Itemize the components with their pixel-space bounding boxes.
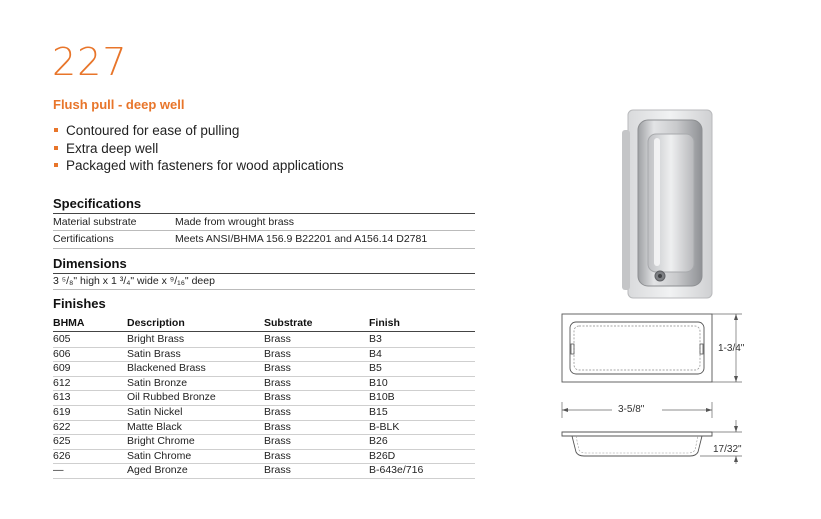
well-profile [572, 436, 702, 456]
column-header: Finish [369, 317, 400, 329]
product-image [608, 108, 720, 302]
table-row: 625 Bright Chrome Brass B26 [53, 434, 475, 450]
table-row: 609 Blackened Brass Brass B5 [53, 361, 475, 377]
table-row: 612 Satin Bronze Brass B10 [53, 376, 475, 392]
divider [53, 230, 475, 231]
spec-label: Certifications [53, 233, 114, 245]
feature-list [53, 122, 344, 175]
well-inner-profile [576, 436, 698, 453]
divider [53, 213, 475, 214]
column-header: BHMA [53, 317, 85, 329]
specifications-heading: Specifications [53, 196, 142, 211]
arrow-right-icon [706, 408, 712, 412]
arrow-up-icon [734, 314, 738, 320]
plate-edge [622, 130, 630, 290]
inner-dashed [574, 326, 700, 370]
bullet-icon [54, 146, 58, 150]
table-row: 605 Bright Brass Brass B3 [53, 332, 475, 348]
outer-outline [562, 314, 712, 382]
table-row: 626 Satin Chrome Brass B26D [53, 449, 475, 465]
arrow-left-icon [562, 408, 568, 412]
screw-hole-center [658, 274, 662, 278]
spec-label: Material substrate [53, 216, 137, 228]
spec-value: Meets ANSI/BHMA 156.9 B22201 and A156.14 D2781 [175, 233, 428, 245]
length-dimension-label: 3-5/8" [618, 404, 645, 415]
side-view-drawing [560, 398, 750, 468]
divider [53, 289, 475, 290]
spec-value: Made from wrought brass [175, 216, 295, 228]
model-number: 227 [52, 40, 128, 84]
inner-outline [570, 322, 704, 374]
arrow-up-icon [734, 456, 738, 462]
bullet-icon [54, 163, 58, 167]
height-dimension-label: 1-3/4" [718, 343, 745, 354]
table-row: 622 Matte Black Brass B-BLK [53, 420, 475, 436]
highlight [654, 138, 660, 266]
divider [53, 248, 475, 249]
feature-item: Packaged with fasteners for wood applications [53, 157, 344, 175]
bullet-icon [54, 128, 58, 132]
tab-right [700, 344, 703, 354]
feature-item: Extra deep well [53, 140, 344, 158]
arrow-down-icon [734, 376, 738, 382]
table-row: — Aged Bronze Brass B-643e/716 [53, 463, 475, 479]
flange-profile [562, 432, 712, 436]
column-header: Description [127, 317, 185, 329]
table-row: 606 Satin Brass Brass B4 [53, 347, 475, 363]
tab-left [571, 344, 574, 354]
column-header: Substrate [264, 317, 313, 329]
arrow-down-icon [734, 426, 738, 432]
feature-item: Contoured for ease of pulling [53, 122, 344, 140]
table-row: 613 Oil Rubbed Bronze Brass B10B [53, 390, 475, 406]
product-subtitle: Flush pull - deep well [53, 97, 185, 112]
dimensions-heading: Dimensions [53, 256, 127, 271]
table-row: 619 Satin Nickel Brass B15 [53, 405, 475, 421]
dimensions-text: 3 ⁵/₈" high x 1 ³/₄" wide x ⁹/₁₆" deep [53, 275, 215, 287]
depth-dimension-label: 17/32" [713, 444, 742, 455]
finishes-heading: Finishes [53, 296, 106, 311]
divider [53, 273, 475, 274]
